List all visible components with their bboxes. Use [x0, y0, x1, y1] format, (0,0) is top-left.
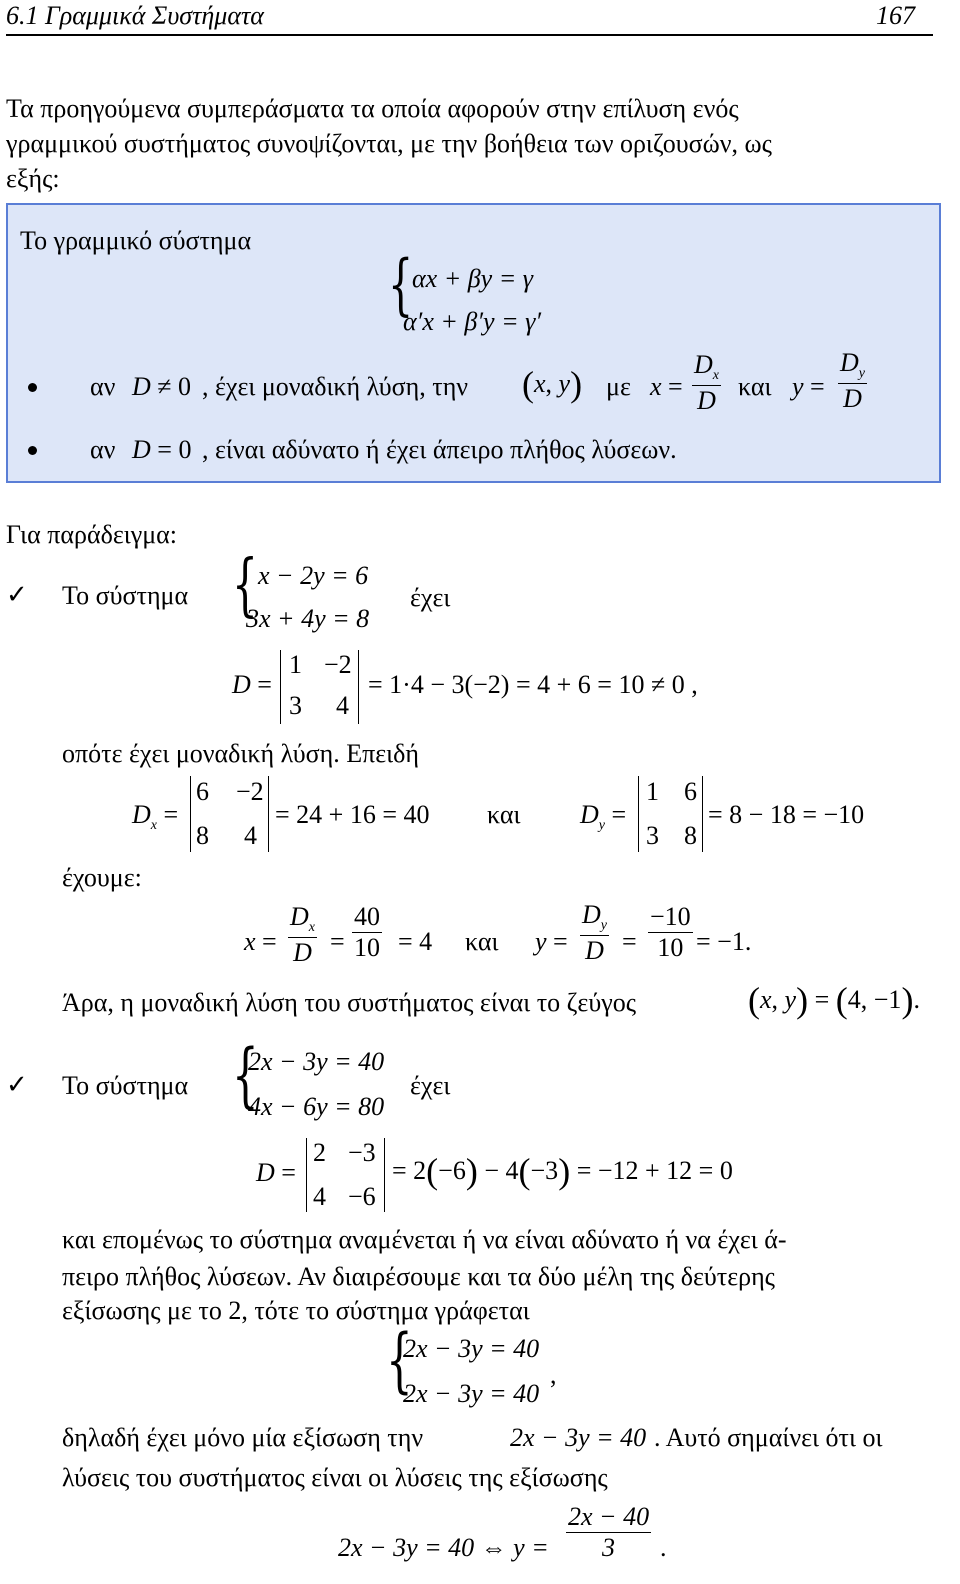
ex1-D-calc: = 1·4 − 3(−2) = 4 + 6 = 10 ≠ 0 , [368, 670, 698, 699]
ex2-final-period: . [660, 1533, 667, 1562]
determinant-bar [306, 1138, 307, 1212]
ex2-sys-eq-2: 2x − 3y = 40 [403, 1379, 540, 1408]
bullet1-text: , έχει μοναδική λύση, την [202, 372, 469, 401]
ex1-eq-sign: = [330, 927, 345, 956]
ex2-D-calc: = 2(−6) − 4(−3) = −12 + 12 = 0 [392, 1151, 733, 1191]
section-title: 6.1 Γραμμικά Συστήματα [6, 1, 264, 30]
ex2-para-4-eq: 2x − 3y = 40 [510, 1423, 647, 1452]
determinant-bar [638, 776, 639, 852]
ex2-para-1: και επομένως το σύστημα αναμένεται ή να είναι αδύνατο ή να έχει ά- [62, 1225, 787, 1254]
ex1-conclusion: Άρα, η μοναδική λύση του συστήματος είναι το ζεύγος [62, 988, 637, 1017]
determinant-bar [190, 776, 191, 852]
bullet1-pair: (x, y) [522, 364, 583, 404]
determinant-bar [358, 650, 359, 724]
bullet2-condition: D = 0 [132, 435, 192, 464]
left-brace-icon: { [386, 1319, 413, 1401]
ex2-D-a: 2 [313, 1138, 326, 1167]
ex2-D-d: −6 [348, 1182, 376, 1211]
bullet-icon [28, 446, 37, 455]
ex1-x-eq: x = [244, 927, 277, 956]
ex1-Dx-b: −2 [236, 777, 264, 806]
checkmark-icon: ✓ [6, 580, 28, 610]
bullet1-with: με [606, 372, 631, 401]
example-heading: Για παράδειγμα: [6, 520, 178, 549]
bullet1-and: και [738, 372, 772, 401]
ex1-y-result: = −1. [696, 927, 752, 956]
intro-line-2: γραμμικού συστήματος συνοψίζονται, με την βοήθεια των οριζουσών, ως [6, 129, 772, 158]
ex2-final-fraction: 2x − 40 3 [568, 1502, 650, 1562]
intro-line-1: Τα προηγούμενα συμπεράσματα τα οποία αφορούν στην επίλυση ενός [6, 94, 739, 123]
ex2-final-lhs: 2x − 3y = 40 ⇔ y = [338, 1533, 549, 1562]
ex1-Dy-label: $D_y$ = [580, 800, 627, 834]
fraction-x-Dx-D: $D_x$ D [694, 350, 719, 416]
ex1-Dx-calc: = 24 + 16 = 40 [275, 800, 430, 829]
ex1-Dy-d: 8 [684, 821, 697, 850]
bullet-icon [28, 383, 37, 392]
ex1-D-b: −2 [324, 650, 352, 679]
left-brace-icon: { [388, 246, 414, 323]
ex1-Dy-b: 6 [684, 777, 697, 806]
ex1-Dx-d: 4 [244, 821, 257, 850]
ex1-Dy-calc: = 8 − 18 = −10 [708, 800, 865, 829]
ex2-has: έχει [410, 1071, 451, 1100]
ex1-fraction-y-value: −10 10 [650, 902, 691, 962]
determinant-bar [702, 776, 703, 852]
ex1-eq-sign: = [622, 927, 637, 956]
ex2-D-c: 4 [313, 1182, 326, 1211]
ex1-Dx-a: 6 [196, 777, 209, 806]
ex2-D-b: −3 [348, 1138, 376, 1167]
ex2-intro: Το σύστημα [62, 1071, 189, 1100]
bullet1-if: αν [90, 372, 116, 401]
determinant-bar [384, 1138, 385, 1212]
ex1-fraction-Dx-D: $D_x$ D [290, 902, 315, 968]
ex1-x-result: = 4 [398, 927, 433, 956]
determinant-bar [268, 776, 269, 852]
checkmark-icon: ✓ [6, 1070, 28, 1100]
ex1-has: έχει [410, 583, 451, 612]
ex1-eq-1: x − 2y = 6 [258, 561, 369, 590]
general-eq-2: α′x + β′y = γ′ [403, 307, 542, 336]
ex2-eq-1: 2x − 3y = 40 [248, 1047, 385, 1076]
ex2-eq-2: 4x − 6y = 80 [248, 1092, 385, 1121]
ex2-para-3: εξίσωσης με το 2, τότε το σύστημα γράφεται [62, 1296, 530, 1325]
bullet1-x-eq: x = [650, 372, 683, 401]
ex2-sys-eq-1: 2x − 3y = 40 [403, 1334, 540, 1363]
left-brace-icon: { [232, 546, 258, 625]
ex1-Dy-c: 3 [646, 821, 659, 850]
left-brace-icon: { [232, 1034, 259, 1116]
bullet1-y-eq: y = [792, 372, 825, 401]
intro-line-3: εξής: [6, 164, 60, 193]
ex2-para-5: λύσεις του συστήματος είναι οι λύσεις της εξίσωσης [62, 1463, 608, 1492]
ex2-para-4b: . Αυτό σημαίνει ότι οι [654, 1423, 883, 1452]
fraction-y-Dy-D: $D_y$ D [840, 348, 865, 414]
ex1-intro: Το σύστημα [62, 581, 189, 610]
ex1-D-c: 3 [289, 691, 302, 720]
ex1-fraction-x-value: 40 10 [354, 902, 380, 962]
determinant-bar [280, 650, 281, 724]
ex1-Dx-label: $D_x$ = [132, 800, 179, 834]
bullet1-condition: D ≠ 0 [132, 372, 192, 401]
ex2-D-label: D = [256, 1158, 296, 1187]
ex1-Dy-a: 1 [646, 777, 659, 806]
bullet2-if: αν [90, 435, 116, 464]
ex1-fraction-Dy-D: $D_y$ D [582, 900, 607, 966]
header-rule [6, 34, 933, 36]
ex1-eq-2: 3x + 4y = 8 [246, 604, 370, 633]
ex1-D-d: 4 [336, 691, 349, 720]
ex1-D-a: 1 [289, 650, 302, 679]
ex2-para-4a: δηλαδή έχει μόνο μία εξίσωση την [62, 1423, 424, 1452]
general-eq-1: αx + βy = γ [412, 264, 534, 293]
summary-title: Το γραμμικό σύστημα [20, 226, 252, 255]
ex1-Dx-c: 8 [196, 821, 209, 850]
ex1-solution-pair: (x, y) = (4, −1). [748, 980, 920, 1020]
ex1-and-2: και [465, 927, 499, 956]
ex1-and: και [487, 800, 521, 829]
page-number: 167 [876, 1, 915, 30]
ex1-unique-text: οπότε έχει μοναδική λύση. Επειδή [62, 739, 420, 768]
ex1-D-label: D = [232, 670, 272, 699]
ex2-para-2: πειρο πλήθος λύσεων. Αν διαιρέσουμε και τα δύο μέλη της δεύτερης [62, 1262, 775, 1291]
bullet2-text: , είναι αδύνατο ή έχει άπειρο πλήθος λύσεων. [202, 435, 677, 464]
ex2-sys-comma: , [550, 1360, 557, 1389]
ex1-we-have: έχουμε: [62, 863, 142, 892]
ex1-y-eq: y = [535, 927, 568, 956]
